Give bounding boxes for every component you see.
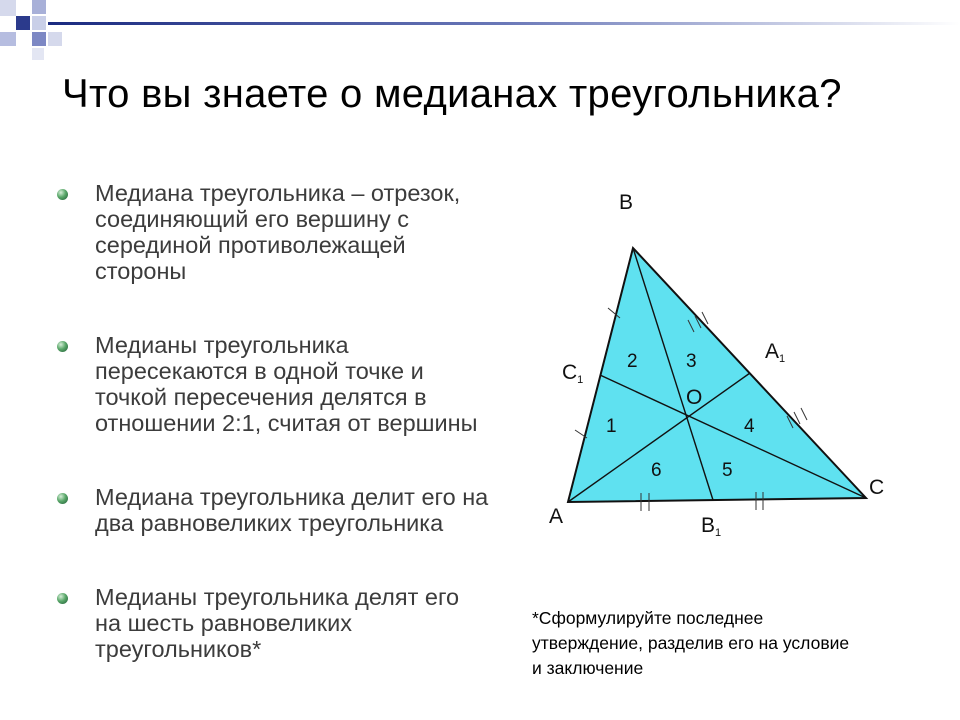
vertex-label-b: B bbox=[619, 191, 634, 214]
bullet-icon bbox=[57, 189, 68, 200]
midpoint-label-c1: C1 bbox=[562, 361, 584, 386]
region-label: 2 bbox=[627, 351, 638, 372]
deco-square bbox=[16, 16, 30, 30]
deco-square bbox=[32, 0, 46, 14]
deco-square bbox=[0, 16, 16, 30]
centroid-label: O bbox=[686, 386, 703, 409]
region-label: 6 bbox=[651, 460, 662, 481]
vertex-label-a: A bbox=[549, 505, 564, 528]
region-label: 1 bbox=[606, 416, 617, 437]
bullet-item bbox=[50, 484, 490, 536]
midpoint-label-b1: B1 bbox=[701, 514, 722, 539]
region-label: 4 bbox=[744, 416, 755, 437]
vertex-label-c: C bbox=[869, 476, 885, 499]
triangle-figure bbox=[500, 175, 920, 555]
header-line bbox=[48, 22, 960, 25]
deco-square bbox=[0, 32, 16, 46]
deco-square bbox=[32, 32, 46, 46]
decorative-header bbox=[0, 0, 960, 60]
page-title: Что вы знаете о медианах треугольника? bbox=[62, 72, 842, 116]
bullet-item bbox=[50, 332, 490, 436]
region-label: 5 bbox=[722, 460, 733, 481]
bullet-icon bbox=[57, 493, 68, 504]
bullet-icon bbox=[57, 341, 68, 352]
bullet-text: Медиана треугольника делит его на два равновеликих треугольника bbox=[95, 484, 489, 536]
deco-square bbox=[32, 16, 46, 30]
bullet-icon bbox=[57, 593, 68, 604]
bullet-text: Медианы треугольника делят его на шесть равновеликих треугольников* bbox=[95, 584, 460, 662]
bullet-text: Медиана треугольника – отрезок, соединяющий его вершину с серединой противолежащей стороны bbox=[95, 180, 461, 284]
bullet-item bbox=[50, 584, 490, 662]
deco-square bbox=[16, 0, 30, 14]
deco-square bbox=[48, 32, 62, 46]
bullet-item bbox=[50, 180, 490, 284]
region-label: 3 bbox=[686, 351, 697, 372]
deco-square bbox=[0, 0, 16, 16]
triangle-fill bbox=[568, 248, 866, 502]
midpoint-label-a1: A1 bbox=[765, 340, 786, 365]
bullet-list bbox=[50, 180, 490, 662]
task-note: *Сформулируйте последнее утверждение, разделив его на условие и заключение bbox=[532, 608, 850, 678]
deco-square bbox=[32, 48, 44, 60]
bullet-text: Медианы треугольника пересекаются в одной точке и точкой пересечения делятся в отношении 2:1, считая от вершины bbox=[95, 332, 478, 436]
